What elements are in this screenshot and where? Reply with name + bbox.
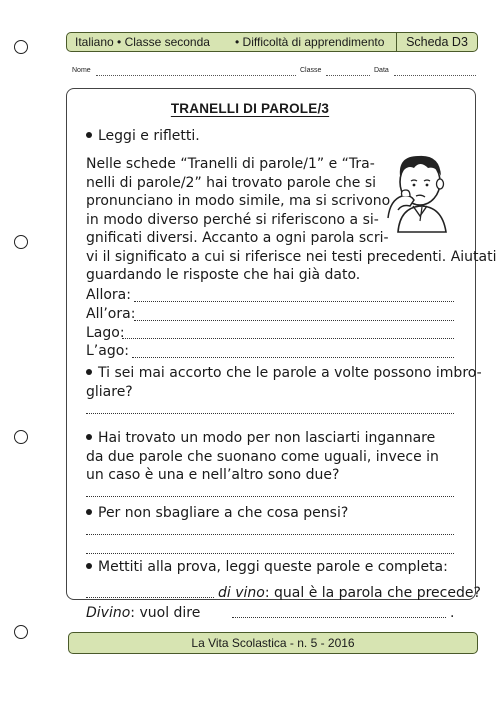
intro-line: nelli di parole/2” hai trovato parole che si bbox=[86, 174, 377, 191]
bullet-icon bbox=[86, 434, 92, 440]
exercise-line-2: Divino: vuol dire bbox=[86, 605, 201, 621]
exercise-line-1: di vino: qual è la parola che precede? bbox=[218, 585, 481, 601]
footer-bar: La Vita Scolastica - n. 5 - 2016 bbox=[68, 632, 478, 654]
question-4: Mettiti alla prova, leggi queste parole e completa: bbox=[86, 558, 448, 577]
class-label: Classe bbox=[300, 67, 322, 74]
answer-line[interactable] bbox=[86, 413, 454, 414]
date-label: Data bbox=[374, 67, 389, 74]
student-info-row bbox=[72, 67, 476, 79]
topic-label: • Difficoltà di apprendimento bbox=[235, 35, 385, 49]
name-field[interactable] bbox=[96, 75, 296, 76]
answer-line[interactable] bbox=[122, 338, 454, 339]
instruction-1: Leggi e rifletti. bbox=[86, 127, 200, 146]
name-label: Nome bbox=[72, 67, 91, 74]
binder-hole bbox=[14, 235, 28, 249]
binder-hole bbox=[14, 430, 28, 444]
header-bar bbox=[66, 32, 478, 52]
answer-line[interactable] bbox=[86, 534, 454, 535]
question-3: Per non sbagliare a che cosa pensi? bbox=[86, 504, 348, 523]
word-label: Allora: bbox=[86, 287, 131, 303]
intro-line: guardando le risposte che hai già dato. bbox=[86, 267, 361, 283]
intro-line: Nelle schede “Tranelli di parole/1” e “Tra- bbox=[86, 156, 375, 172]
binder-hole bbox=[14, 40, 28, 54]
answer-line[interactable] bbox=[134, 320, 454, 321]
question-1-cont: gliare? bbox=[86, 383, 133, 400]
intro-line: vi il significato a cui si riferisce nei testi precedenti. Aiutati bbox=[86, 248, 497, 265]
intro-line: pronunciano in modo simile, ma si scrivono bbox=[86, 193, 391, 209]
question-1: Ti sei mai accorto che le parole a volte possono imbro- bbox=[86, 364, 482, 383]
bullet-icon bbox=[86, 563, 92, 569]
bullet-icon bbox=[86, 369, 92, 375]
thinking-child-illustration bbox=[380, 146, 460, 236]
answer-line[interactable] bbox=[132, 357, 454, 358]
date-field[interactable] bbox=[394, 75, 476, 76]
page-title: TRANELLI DI PAROLE/3 bbox=[170, 101, 330, 116]
question-2-cont: da due parole che suonano come uguali, invece in bbox=[86, 448, 439, 465]
word-label: L’ago: bbox=[86, 343, 129, 359]
class-field[interactable] bbox=[326, 75, 370, 76]
word-label: All’ora: bbox=[86, 306, 136, 322]
bullet-icon bbox=[86, 509, 92, 515]
word-label: Lago: bbox=[86, 324, 125, 341]
question-2: Hai trovato un modo per non lasciarti ingannare bbox=[86, 429, 435, 448]
sheet-label: Scheda D3 bbox=[396, 33, 477, 51]
question-2-cont: un caso è una e nell’altro sono due? bbox=[86, 467, 340, 483]
answer-line[interactable] bbox=[232, 617, 446, 618]
answer-line[interactable] bbox=[86, 553, 454, 554]
answer-line[interactable] bbox=[134, 301, 454, 302]
answer-line[interactable] bbox=[86, 496, 454, 497]
intro-line: in modo diverso perché si riferiscono a si- bbox=[86, 211, 379, 228]
bullet-icon bbox=[86, 132, 92, 138]
binder-hole bbox=[14, 625, 28, 639]
exercise-line-2-end: . bbox=[450, 605, 455, 621]
answer-line[interactable] bbox=[86, 597, 214, 598]
subject-label: Italiano • Classe seconda bbox=[75, 35, 210, 49]
intro-line: gnificati diversi. Accanto a ogni parola scri- bbox=[86, 230, 389, 246]
